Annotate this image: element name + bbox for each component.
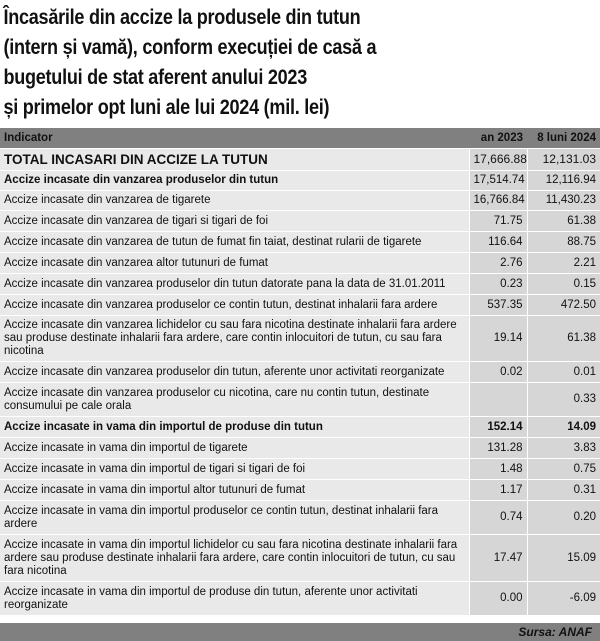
row-value-2023: 116.64 — [469, 232, 527, 253]
row-value-2023: 71.75 — [469, 211, 527, 232]
row-value-2023: 152.14 — [469, 417, 527, 438]
figure-title — [0, 0, 600, 125]
row-value-2023: 131.28 — [469, 438, 527, 459]
row-value-2023: 0.00 — [469, 582, 527, 616]
row-label: Accize incasate in vama din importul de tigari si tigari de foi — [0, 459, 469, 480]
row-label: Accize incasate din vanzarea de tigarete — [0, 191, 469, 211]
excise-table — [0, 128, 600, 616]
row-value-2024: -6.09 — [527, 582, 600, 616]
row-value-2023: 1.48 — [469, 459, 527, 480]
row-value-2023: 0.23 — [469, 274, 527, 295]
row-value-2023: 0.74 — [469, 501, 527, 535]
row-value-2024: 0.31 — [527, 480, 600, 501]
row-value-2024: 0.20 — [527, 501, 600, 535]
row-label: Accize incasate din vanzarea produselor din tutun — [0, 171, 469, 191]
row-label: Accize incasate din vanzarea altor tutunuri de fumat — [0, 253, 469, 274]
row-value-2023: 17,514.74 — [469, 171, 527, 191]
table-row — [0, 501, 600, 535]
row-value-2024: 0.33 — [527, 383, 600, 417]
table-row — [0, 438, 600, 459]
row-value-2024: 2.21 — [527, 253, 600, 274]
table-row — [0, 316, 600, 362]
row-label: Accize incasate in vama din importul de produse din tutun — [0, 417, 469, 438]
table-row — [0, 171, 600, 191]
row-label: Accize incasate din vanzarea produselor din tutun, aferente unor activitati reorganizate — [0, 362, 469, 383]
row-label: Accize incasate din vanzarea produselor ce contin tutun, destinat inhalarii fara ardere — [0, 295, 469, 316]
table-row — [0, 191, 600, 211]
table-row — [0, 459, 600, 480]
row-value-2023: 16,766.84 — [469, 191, 527, 211]
header-indicator: Indicator — [0, 128, 469, 149]
row-label: Accize incasate din vanzarea lichidelor cu sau fara nicotina destinate inhalarii fara ardere sau produse destinate inhalarii fara ardere, care contin inlocuitori de tutun, cu sau fara nicotina — [0, 316, 469, 362]
row-value-2023: 17,666.88 — [469, 149, 527, 171]
row-label: Accize incasate in vama din importul produselor ce contin tutun, destinat inhalarii fara ardere — [0, 501, 469, 535]
table-row — [0, 480, 600, 501]
title-line: (intern și vamă), conform execuției de casă a — [3, 36, 377, 59]
row-value-2023: 537.35 — [469, 295, 527, 316]
source-credit: Sursa: ANAF — [0, 623, 600, 641]
title-line: și primelor opt luni ale lui 2024 (mil. lei) — [3, 96, 330, 119]
table-row — [0, 149, 600, 171]
table-row — [0, 362, 600, 383]
table-row — [0, 582, 600, 616]
row-label: TOTAL INCASARI DIN ACCIZE LA TUTUN — [0, 149, 469, 171]
row-value-2024: 61.38 — [527, 316, 600, 362]
row-value-2024: 15.09 — [527, 535, 600, 582]
row-value-2024: 472.50 — [527, 295, 600, 316]
row-value-2024: 12,116.94 — [527, 171, 600, 191]
row-label: Accize incasate din vanzarea produselor cu nicotina, care nu contin tutun, destinate consumului pe cale orala — [0, 383, 469, 417]
row-value-2024: 88.75 — [527, 232, 600, 253]
table-row — [0, 383, 600, 417]
row-value-2023: 1.17 — [469, 480, 527, 501]
row-value-2023: 2.76 — [469, 253, 527, 274]
row-label: Accize incasate din vanzarea de tutun de fumat fin taiat, destinat rularii de tigarete — [0, 232, 469, 253]
table-row — [0, 232, 600, 253]
row-value-2024: 0.01 — [527, 362, 600, 383]
table-row — [0, 535, 600, 582]
row-value-2023: 17.47 — [469, 535, 527, 582]
row-label: Accize incasate in vama din importul lichidelor cu sau fara nicotina destinate inhalarii fara ardere sau produse destinate inhalarii fara ardere, care contin inlocuitori de tutun, cu sau fara nicotina — [0, 535, 469, 582]
table-row — [0, 274, 600, 295]
row-value-2024: 61.38 — [527, 211, 600, 232]
title-line: bugetului de stat aferent anului 2023 — [3, 66, 308, 89]
row-value-2023: 19.14 — [469, 316, 527, 362]
row-label: Accize incasate din vanzarea de tigari si tigari de foi — [0, 211, 469, 232]
row-value-2024: 0.75 — [527, 459, 600, 480]
row-value-2023: 0.02 — [469, 362, 527, 383]
table-header-row — [0, 128, 600, 149]
row-value-2024: 14.09 — [527, 417, 600, 438]
table-row — [0, 211, 600, 232]
table-row — [0, 295, 600, 316]
header-2023: an 2023 — [469, 128, 527, 149]
row-value-2024: 11,430.23 — [527, 191, 600, 211]
table-row — [0, 417, 600, 438]
row-label: Accize incasate din vanzarea produselor din tutun datorate pana la data de 31.01.2011 — [0, 274, 469, 295]
header-2024: 8 luni 2024 — [527, 128, 600, 149]
row-label: Accize incasate in vama din importul altor tutunuri de fumat — [0, 480, 469, 501]
table-row — [0, 253, 600, 274]
row-value-2023 — [469, 383, 527, 417]
row-value-2024: 0.15 — [527, 274, 600, 295]
row-value-2024: 3.83 — [527, 438, 600, 459]
row-label: Accize incasate in vama din importul de tigarete — [0, 438, 469, 459]
row-value-2024: 12,131.03 — [527, 149, 600, 171]
row-label: Accize incasate in vama din importul de produse din tutun, aferente unor activitati reorganizate — [0, 582, 469, 616]
title-line: Încasările din accize la produsele din tutun — [3, 6, 361, 29]
